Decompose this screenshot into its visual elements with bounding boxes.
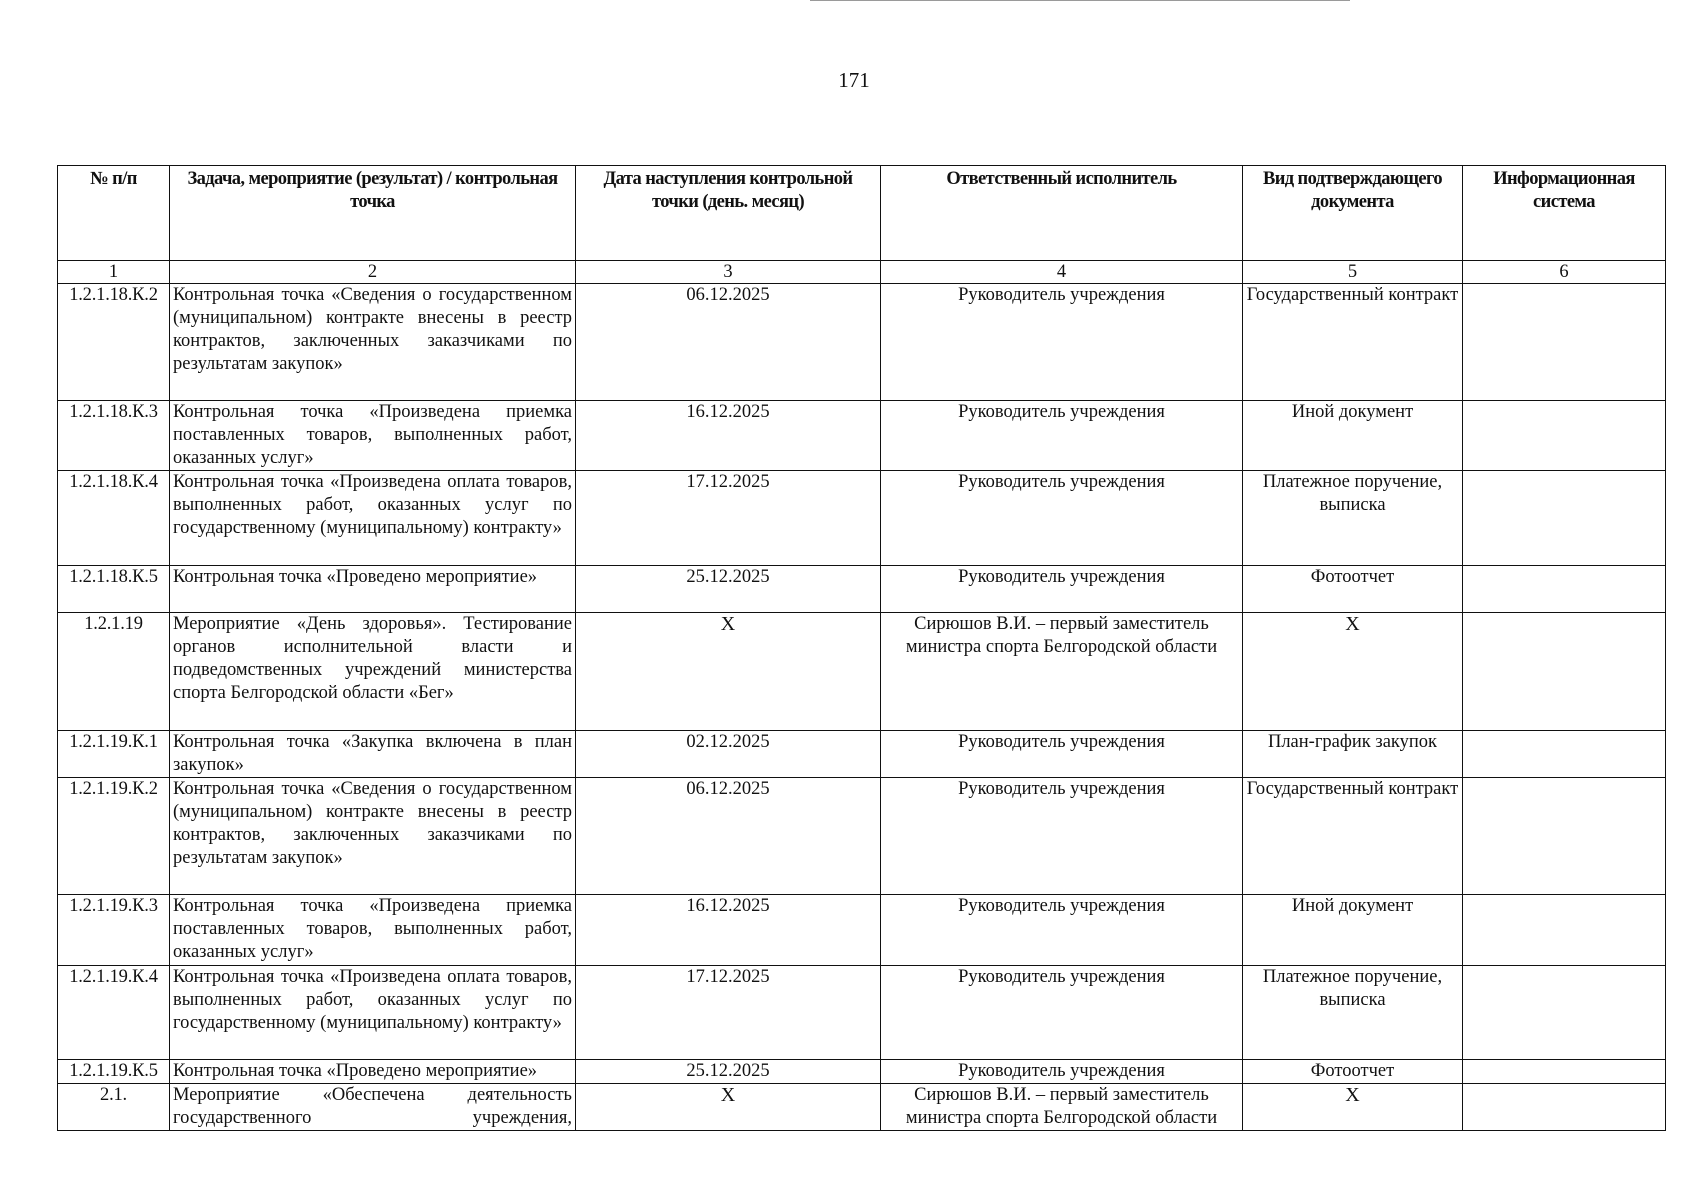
table-row xyxy=(58,731,1666,778)
row-document xyxy=(1243,1084,1463,1131)
table-row xyxy=(58,471,1666,566)
header-responsible: Ответственный исполнитель xyxy=(881,166,1243,261)
row-responsible: Руководитель учреждения xyxy=(881,895,1243,966)
row-task: Контрольная точка «Произведена оплата товаров, выполненных работ, оказанных услуг по государственному (муниципальному) контракту» xyxy=(170,966,576,1060)
row-document: Фотоотчет xyxy=(1243,566,1463,613)
row-number: 1.2.1.19 xyxy=(58,613,170,731)
row-system xyxy=(1463,566,1666,613)
row-task: Мероприятие «День здоровья». Тестирование органов исполнительной власти и подведомственных учреждений министерства спорта Белгородской области «Бег» xyxy=(170,613,576,731)
row-document: Иной документ xyxy=(1243,895,1463,966)
page-number: 171 xyxy=(838,68,870,92)
control-points-table xyxy=(57,165,1666,1131)
column-number-3: 3 xyxy=(576,261,881,284)
row-responsible: Сирюшов В.И. – первый заместитель министра спорта Белгородской области xyxy=(881,1084,1243,1131)
row-system xyxy=(1463,731,1666,778)
row-system xyxy=(1463,895,1666,966)
row-number: 2.1. xyxy=(58,1084,170,1131)
row-number: 1.2.1.18.К.4 xyxy=(58,471,170,566)
row-responsible: Руководитель учреждения xyxy=(881,966,1243,1060)
x-mark-icon: X xyxy=(720,613,736,635)
row-document xyxy=(1243,613,1463,731)
row-system xyxy=(1463,471,1666,566)
row-task: Контрольная точка «Проведено мероприятие» xyxy=(170,1060,576,1084)
table-row xyxy=(58,778,1666,895)
row-responsible: Руководитель учреждения xyxy=(881,1060,1243,1084)
row-system xyxy=(1463,284,1666,401)
row-responsible: Руководитель учреждения xyxy=(881,284,1243,401)
table-row xyxy=(58,1084,1666,1131)
row-responsible: Руководитель учреждения xyxy=(881,731,1243,778)
row-system xyxy=(1463,966,1666,1060)
row-responsible: Сирюшов В.И. – первый заместитель министра спорта Белгородской области xyxy=(881,613,1243,731)
row-system xyxy=(1463,613,1666,731)
header-task: Задача, мероприятие (результат) / контрольная точка xyxy=(170,166,576,261)
row-responsible: Руководитель учреждения xyxy=(881,566,1243,613)
row-document: План-график закупок xyxy=(1243,731,1463,778)
row-document: Платежное поручение, выписка xyxy=(1243,966,1463,1060)
header-date: Дата наступления контрольной точки (день. месяц) xyxy=(576,166,881,261)
row-task: Контрольная точка «Проведено мероприятие» xyxy=(170,566,576,613)
row-date: 25.12.2025 xyxy=(576,1060,881,1084)
table-row xyxy=(58,613,1666,731)
header-number: № п/п xyxy=(58,166,170,261)
column-number-5: 5 xyxy=(1243,261,1463,284)
row-task: Мероприятие «Обеспечена деятельность государственного учреждения, xyxy=(170,1084,576,1131)
row-date: 17.12.2025 xyxy=(576,471,881,566)
row-date: 06.12.2025 xyxy=(576,284,881,401)
row-task: Контрольная точка «Произведена приемка поставленных товаров, выполненных работ, оказанных услуг» xyxy=(170,895,576,966)
row-system xyxy=(1463,401,1666,471)
header-document: Вид подтверждающего документа xyxy=(1243,166,1463,261)
row-system xyxy=(1463,1060,1666,1084)
row-system xyxy=(1463,778,1666,895)
row-number: 1.2.1.19.К.1 xyxy=(58,731,170,778)
column-number-1: 1 xyxy=(58,261,170,284)
table-row xyxy=(58,966,1666,1060)
row-date: 16.12.2025 xyxy=(576,401,881,471)
page-edge-line xyxy=(810,0,1350,1)
row-task: Контрольная точка «Произведена приемка поставленных товаров, выполненных работ, оказанных услуг» xyxy=(170,401,576,471)
row-date xyxy=(576,613,881,731)
column-number-4: 4 xyxy=(881,261,1243,284)
table-row xyxy=(58,401,1666,471)
row-date: 25.12.2025 xyxy=(576,566,881,613)
row-date xyxy=(576,1084,881,1131)
row-number: 1.2.1.19.К.5 xyxy=(58,1060,170,1084)
row-responsible: Руководитель учреждения xyxy=(881,401,1243,471)
table-row xyxy=(58,284,1666,401)
row-date: 06.12.2025 xyxy=(576,778,881,895)
row-task: Контрольная точка «Произведена оплата товаров, выполненных работ, оказанных услуг по государственному (муниципальному) контракту» xyxy=(170,471,576,566)
row-system xyxy=(1463,1084,1666,1131)
table-row xyxy=(58,566,1666,613)
row-date: 17.12.2025 xyxy=(576,966,881,1060)
x-mark-icon: X xyxy=(1345,613,1360,635)
row-number: 1.2.1.18.К.3 xyxy=(58,401,170,471)
row-number: 1.2.1.18.К.2 xyxy=(58,284,170,401)
row-document: Платежное поручение, выписка xyxy=(1243,471,1463,566)
row-task: Контрольная точка «Сведения о государственном (муниципальном) контракте внесены в реестр контрактов, заключенных заказчиками по результатам закупок» xyxy=(170,778,576,895)
column-number-2: 2 xyxy=(170,261,576,284)
row-task: Контрольная точка «Сведения о государственном (муниципальном) контракте внесены в реестр контрактов, заключенных заказчиками по результатам закупок» xyxy=(170,284,576,401)
row-responsible: Руководитель учреждения xyxy=(881,778,1243,895)
row-date: 16.12.2025 xyxy=(576,895,881,966)
column-number-6: 6 xyxy=(1463,261,1666,284)
x-mark-icon: X xyxy=(720,1084,736,1106)
row-number: 1.2.1.19.К.3 xyxy=(58,895,170,966)
row-document: Фотоотчет xyxy=(1243,1060,1463,1084)
table-row xyxy=(58,895,1666,966)
header-system: Информационная система xyxy=(1463,166,1666,261)
row-number: 1.2.1.19.К.2 xyxy=(58,778,170,895)
x-mark-icon: X xyxy=(1345,1084,1360,1106)
row-date: 02.12.2025 xyxy=(576,731,881,778)
row-document: Государственный контракт xyxy=(1243,284,1463,401)
row-number: 1.2.1.19.К.4 xyxy=(58,966,170,1060)
row-task: Контрольная точка «Закупка включена в план закупок» xyxy=(170,731,576,778)
table-row xyxy=(58,1060,1666,1084)
row-number: 1.2.1.18.К.5 xyxy=(58,566,170,613)
row-document: Иной документ xyxy=(1243,401,1463,471)
row-document: Государственный контракт xyxy=(1243,778,1463,895)
row-responsible: Руководитель учреждения xyxy=(881,471,1243,566)
